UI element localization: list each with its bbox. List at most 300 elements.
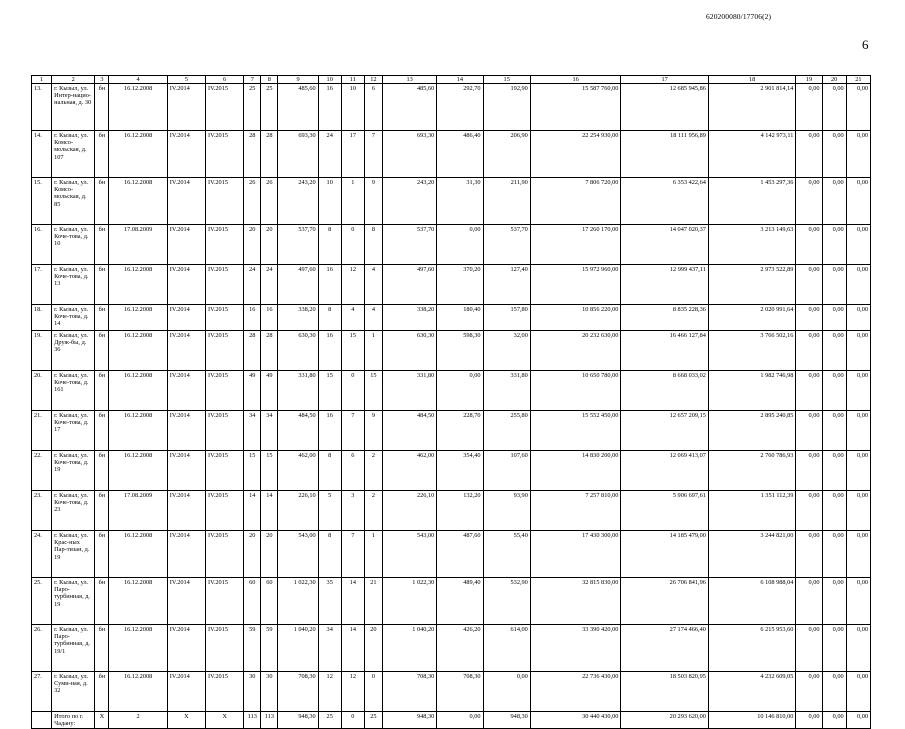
table-cell: 34 — [261, 411, 278, 451]
table-cell: 15 — [364, 371, 382, 411]
table-cell: 4 232 609,05 — [708, 672, 796, 712]
table-cell: 12 685 945,86 — [621, 84, 709, 131]
table-cell: 537,70 — [483, 225, 530, 265]
table-cell: 113 — [261, 712, 278, 729]
table-cell: IV.2014 — [167, 578, 205, 625]
table-cell: 16.12.2008 — [109, 531, 167, 578]
table-cell: 0,00 — [846, 491, 870, 531]
table-cell: 486,40 — [437, 131, 483, 178]
table-cell: IV.2014 — [167, 331, 205, 371]
table-cell: 49 — [244, 371, 261, 411]
table-cell: 16.12.2008 — [109, 672, 167, 712]
table-cell: 3 213 149,63 — [708, 225, 796, 265]
table-cell: бн — [95, 578, 109, 625]
table-cell: 22 736 430,00 — [530, 672, 621, 712]
address-cell: г. Кызыл, ул. Комсо-мольская, д. 107 — [52, 131, 95, 178]
table-cell: IV.2015 — [206, 491, 244, 531]
table-cell: 31,30 — [437, 178, 483, 225]
table-cell: 26 706 841,96 — [621, 578, 709, 625]
table-cell: 292,70 — [437, 84, 483, 131]
table-cell: 7 — [341, 531, 364, 578]
table-cell: 16 — [318, 265, 341, 305]
table-cell: 331,80 — [483, 371, 530, 411]
table-cell: 497,60 — [278, 265, 318, 305]
table-cell: X — [206, 712, 244, 729]
table-cell: 0 — [364, 672, 382, 712]
column-number: 20 — [822, 76, 846, 84]
table-cell: 4 — [341, 305, 364, 331]
table-cell: 484,50 — [382, 411, 436, 451]
table-cell: 1 022,30 — [278, 578, 318, 625]
table-cell: 484,50 — [278, 411, 318, 451]
table-cell: 1 982 746,98 — [708, 371, 796, 411]
table-cell: 8 — [318, 451, 341, 491]
table-cell: 1 453 297,36 — [708, 178, 796, 225]
address-cell: г. Кызыл, ул. Суми-ная, д. 32 — [52, 672, 95, 712]
table-cell: 0,00 — [796, 578, 822, 625]
table-cell: 15 552 450,00 — [530, 411, 621, 451]
table-cell: IV.2014 — [167, 625, 205, 672]
table-cell: 4 — [364, 305, 382, 331]
column-number: 3 — [95, 76, 109, 84]
table-cell: 16 — [318, 411, 341, 451]
table-cell: 20. — [32, 371, 52, 411]
table-cell: 26 — [261, 178, 278, 225]
table-cell: 693,30 — [382, 131, 436, 178]
table-cell: 59 — [261, 625, 278, 672]
table-cell: 7 806 720,00 — [530, 178, 621, 225]
table-cell: 23. — [32, 491, 52, 531]
column-number: 18 — [708, 76, 796, 84]
table-cell: 16.12.2008 — [109, 331, 167, 371]
table-cell: 5 — [318, 491, 341, 531]
table-cell: IV.2014 — [167, 451, 205, 491]
table-row — [32, 305, 871, 331]
table-cell: 127,40 — [483, 265, 530, 305]
table-cell: IV.2014 — [167, 84, 205, 131]
table-cell: 0,00 — [822, 411, 846, 451]
table-cell: IV.2015 — [206, 131, 244, 178]
table-cell: бн — [95, 131, 109, 178]
table-cell: 10 — [318, 178, 341, 225]
table-cell: 2 — [109, 712, 167, 729]
table-cell: 948,30 — [278, 712, 318, 729]
table-cell: 12 657 209,15 — [621, 411, 709, 451]
table-cell: 0,00 — [822, 178, 846, 225]
table-row — [32, 371, 871, 411]
table-cell: 0,00 — [796, 491, 822, 531]
table-cell: 354,40 — [437, 451, 483, 491]
table-cell: 18 111 956,89 — [621, 131, 709, 178]
table-cell: IV.2015 — [206, 331, 244, 371]
table-cell: 0,00 — [822, 578, 846, 625]
table-cell: 462,00 — [382, 451, 436, 491]
table-cell: 3 766 502,16 — [708, 331, 796, 371]
table-cell: 20 232 630,00 — [530, 331, 621, 371]
table-cell: 331,80 — [278, 371, 318, 411]
table-cell: 948,30 — [483, 712, 530, 729]
table-cell: 20 — [364, 625, 382, 672]
table-cell: бн — [95, 225, 109, 265]
table-cell: 489,40 — [437, 578, 483, 625]
table-cell: 630,30 — [278, 331, 318, 371]
table-cell: IV.2014 — [167, 178, 205, 225]
table-cell: 532,90 — [483, 578, 530, 625]
address-cell: г. Кызыл, ул. Коче-това, д. 10 — [52, 225, 95, 265]
table-cell: 10 856 220,00 — [530, 305, 621, 331]
table-cell: 20 — [261, 225, 278, 265]
table-cell: 537,70 — [278, 225, 318, 265]
column-number: 6 — [206, 76, 244, 84]
table-cell: 24 — [261, 265, 278, 305]
table-cell: 9 — [364, 411, 382, 451]
table-cell: 497,60 — [382, 265, 436, 305]
table-cell: 338,20 — [278, 305, 318, 331]
table-cell: 462,00 — [278, 451, 318, 491]
table-cell: 6 — [364, 84, 382, 131]
table-cell: 708,30 — [278, 672, 318, 712]
table-cell: 22. — [32, 451, 52, 491]
table-cell: 0,00 — [822, 451, 846, 491]
table-cell: 10 — [341, 84, 364, 131]
table-cell: 487,60 — [437, 531, 483, 578]
table-cell: 28 — [244, 131, 261, 178]
table-cell: бн — [95, 331, 109, 371]
table-cell: 0,00 — [822, 225, 846, 265]
table-cell: 370,20 — [437, 265, 483, 305]
table-cell: 14. — [32, 131, 52, 178]
table-cell: 0,00 — [822, 625, 846, 672]
table-cell: 2 — [364, 491, 382, 531]
table-cell: 21. — [32, 411, 52, 451]
table-cell: IV.2015 — [206, 225, 244, 265]
table-cell: 0,00 — [846, 131, 870, 178]
document-reference-number: 620200080/17706(2) — [706, 12, 772, 21]
table-row — [32, 625, 871, 672]
table-cell: 18 503 820,95 — [621, 672, 709, 712]
table-cell: 49 — [261, 371, 278, 411]
table-cell: 25 — [261, 84, 278, 131]
table-cell: 25. — [32, 578, 52, 625]
address-cell: г. Кызыл, ул. Коче-това, д. 13 — [52, 265, 95, 305]
table-cell: 0,00 — [846, 178, 870, 225]
table-cell: 132,20 — [437, 491, 483, 531]
table-cell: 6 353 422,64 — [621, 178, 709, 225]
table-cell: IV.2015 — [206, 531, 244, 578]
table-row — [32, 331, 871, 371]
table-cell: IV.2015 — [206, 305, 244, 331]
column-number: 21 — [846, 76, 870, 84]
table-cell: 0 — [341, 371, 364, 411]
table-cell: 16.12.2008 — [109, 578, 167, 625]
table-cell: 1 022,30 — [382, 578, 436, 625]
table-cell: 16 — [318, 84, 341, 131]
table-cell: 1 — [341, 178, 364, 225]
table-cell: 14 — [341, 625, 364, 672]
address-cell: г. Кызыл, ул. Интер-нацио-нальная, д. 30 — [52, 84, 95, 131]
table-cell: 948,30 — [382, 712, 436, 729]
address-cell: г. Кызыл, ул. Паро-турбинная, д. 19/1 — [52, 625, 95, 672]
table-cell: 16.12.2008 — [109, 451, 167, 491]
table-cell: 15 — [341, 331, 364, 371]
table-cell: 543,00 — [382, 531, 436, 578]
total-row — [32, 712, 871, 729]
table-cell: 0,00 — [437, 225, 483, 265]
column-number: 14 — [437, 76, 483, 84]
table-cell: 25 — [318, 712, 341, 729]
table-cell: 243,20 — [382, 178, 436, 225]
table-cell: 25 — [244, 84, 261, 131]
table-row — [32, 491, 871, 531]
table-cell: 7 257 810,00 — [530, 491, 621, 531]
column-number: 11 — [341, 76, 364, 84]
address-cell: г. Кызыл, ул. Коче-това, д. 161 — [52, 371, 95, 411]
table-cell: 32,00 — [483, 331, 530, 371]
address-cell: г. Кызыл, ул. Коче-това, д. 17 — [52, 411, 95, 451]
table-cell: 16.12.2008 — [109, 371, 167, 411]
table-cell: 14 830 200,00 — [530, 451, 621, 491]
table-cell: 16 — [244, 305, 261, 331]
table-cell: 0,00 — [437, 371, 483, 411]
table-cell: 7 — [341, 411, 364, 451]
table-cell: 2 895 240,85 — [708, 411, 796, 451]
table-cell: 0,00 — [822, 712, 846, 729]
table-cell: 13. — [32, 84, 52, 131]
table-cell: 20 293 620,00 — [621, 712, 709, 729]
table-cell: 24 — [244, 265, 261, 305]
table-cell: бн — [95, 265, 109, 305]
table-cell: 0,00 — [846, 712, 870, 729]
table-row — [32, 225, 871, 265]
table-cell — [32, 712, 52, 729]
table-row — [32, 672, 871, 712]
table-cell: 34 — [244, 411, 261, 451]
column-number: 10 — [318, 76, 341, 84]
table-cell: IV.2014 — [167, 131, 205, 178]
table-cell: 14 185 479,00 — [621, 531, 709, 578]
table-cell: 8 — [318, 531, 341, 578]
table-cell: 20 — [261, 531, 278, 578]
table-cell: 2 020 991,64 — [708, 305, 796, 331]
table-cell: 16.12.2008 — [109, 84, 167, 131]
table-cell: 228,70 — [437, 411, 483, 451]
table-cell: 28 — [244, 331, 261, 371]
table-cell: 12 069 413,07 — [621, 451, 709, 491]
table-cell: 14 — [261, 491, 278, 531]
table-cell: бн — [95, 84, 109, 131]
table-row — [32, 531, 871, 578]
table-cell: 0,00 — [822, 265, 846, 305]
column-number: 9 — [278, 76, 318, 84]
table-cell: 1 — [364, 531, 382, 578]
table-cell: 8 — [318, 305, 341, 331]
table-cell: IV.2015 — [206, 178, 244, 225]
column-number: 13 — [382, 76, 436, 84]
address-cell: г. Кызыл, ул. Коче-това, д. 23 — [52, 491, 95, 531]
table-cell: 0 — [341, 712, 364, 729]
table-cell: 8 835 228,36 — [621, 305, 709, 331]
table-cell: 16.12.2008 — [109, 411, 167, 451]
column-number: 15 — [483, 76, 530, 84]
table-cell: 12 — [341, 265, 364, 305]
address-cell: г. Кызыл, ул. Комсо-мольская, д. 85 — [52, 178, 95, 225]
table-cell: 8 — [364, 225, 382, 265]
table-cell: 0,00 — [796, 178, 822, 225]
table-cell: IV.2014 — [167, 411, 205, 451]
table-cell: 180,40 — [437, 305, 483, 331]
column-number: 8 — [261, 76, 278, 84]
table-row — [32, 265, 871, 305]
table-cell: 0,00 — [796, 305, 822, 331]
housing-program-table — [31, 75, 871, 729]
table-cell: 30 — [244, 672, 261, 712]
table-cell: 0,00 — [846, 305, 870, 331]
table-cell: 0,00 — [846, 625, 870, 672]
table-cell: 24. — [32, 531, 52, 578]
table-cell: 0 — [341, 225, 364, 265]
table-cell: 33 390 420,00 — [530, 625, 621, 672]
table-cell: 8 668 033,02 — [621, 371, 709, 411]
table-cell: 0,00 — [796, 84, 822, 131]
table-row — [32, 131, 871, 178]
column-number: 12 — [364, 76, 382, 84]
table-cell: 113 — [244, 712, 261, 729]
table-cell: 16 — [318, 331, 341, 371]
table-cell: 2 901 814,14 — [708, 84, 796, 131]
table-cell: 0,00 — [846, 531, 870, 578]
table-row — [32, 84, 871, 131]
table-cell: 19. — [32, 331, 52, 371]
table-cell: бн — [95, 672, 109, 712]
table-row — [32, 411, 871, 451]
table-cell: 15 — [244, 451, 261, 491]
table-cell: 15. — [32, 178, 52, 225]
table-cell: 1 — [364, 331, 382, 371]
table-cell: 0,00 — [846, 578, 870, 625]
column-number: 7 — [244, 76, 261, 84]
table-cell: 16.12.2008 — [109, 178, 167, 225]
table-cell: 20 — [244, 531, 261, 578]
table-cell: 32 815 830,00 — [530, 578, 621, 625]
table-cell: 14 — [244, 491, 261, 531]
table-cell: бн — [95, 531, 109, 578]
table-cell: 0,00 — [822, 371, 846, 411]
table-cell: 3 244 821,00 — [708, 531, 796, 578]
table-cell: 0,00 — [796, 371, 822, 411]
table-cell: 17 260 170,00 — [530, 225, 621, 265]
table-cell: 0,00 — [846, 225, 870, 265]
table-cell: 5 906 697,61 — [621, 491, 709, 531]
table-cell: 26. — [32, 625, 52, 672]
table-cell: 338,20 — [382, 305, 436, 331]
table-cell: 27 174 466,40 — [621, 625, 709, 672]
table-row — [32, 578, 871, 625]
table-cell: X — [167, 712, 205, 729]
table-cell: 4 142 973,11 — [708, 131, 796, 178]
table-cell: 6 — [341, 451, 364, 491]
table-cell: 3 — [341, 491, 364, 531]
table-cell: 0,00 — [846, 265, 870, 305]
table-cell: 2 973 522,89 — [708, 265, 796, 305]
table-cell: 17. — [32, 265, 52, 305]
table-cell: бн — [95, 178, 109, 225]
table-cell: 1 040,20 — [278, 625, 318, 672]
table-cell: 206,90 — [483, 131, 530, 178]
table-cell: IV.2014 — [167, 305, 205, 331]
table-cell: 4 — [364, 265, 382, 305]
table-cell: 485,60 — [382, 84, 436, 131]
address-cell: г. Кызыл, ул. Паро-турбинная, д. 19 — [52, 578, 95, 625]
table-cell: 16.12.2008 — [109, 131, 167, 178]
table-cell: 28 — [261, 331, 278, 371]
table-cell: 21 — [364, 578, 382, 625]
table-cell: 27. — [32, 672, 52, 712]
address-cell: г. Кызыл, ул. Крас-ных Пар-тизан, д. 19 — [52, 531, 95, 578]
table-cell: 0,00 — [846, 371, 870, 411]
table-cell: 22 254 930,00 — [530, 131, 621, 178]
table-cell: бн — [95, 491, 109, 531]
table-cell: 15 972 960,00 — [530, 265, 621, 305]
column-number: 1 — [32, 76, 52, 84]
table-cell: 1 040,20 — [382, 625, 436, 672]
table-cell: 0,00 — [796, 531, 822, 578]
table-cell: 0,00 — [846, 331, 870, 371]
column-number: 5 — [167, 76, 205, 84]
table-cell: 0,00 — [796, 411, 822, 451]
table-cell: 0,00 — [796, 712, 822, 729]
table-cell: IV.2015 — [206, 451, 244, 491]
table-cell: 25 — [364, 712, 382, 729]
table-cell: 0,00 — [846, 672, 870, 712]
table-cell: IV.2014 — [167, 531, 205, 578]
table-cell: 2 760 786,93 — [708, 451, 796, 491]
table-cell: IV.2015 — [206, 625, 244, 672]
table-cell: 708,30 — [382, 672, 436, 712]
column-number: 4 — [109, 76, 167, 84]
table-cell: 34 — [318, 625, 341, 672]
table-cell: 30 — [261, 672, 278, 712]
table-cell: 211,90 — [483, 178, 530, 225]
table-cell: бн — [95, 371, 109, 411]
table-cell: 0,00 — [796, 131, 822, 178]
table-cell: 485,60 — [278, 84, 318, 131]
table-cell: бн — [95, 451, 109, 491]
table-cell: 10 650 780,00 — [530, 371, 621, 411]
table-cell: 0,00 — [822, 131, 846, 178]
page-number: 6 — [862, 37, 869, 52]
table-cell: IV.2014 — [167, 265, 205, 305]
column-number-row — [32, 76, 871, 84]
table-cell: 14 — [341, 578, 364, 625]
table-cell: IV.2015 — [206, 84, 244, 131]
table-cell: 14 047 020,37 — [621, 225, 709, 265]
table-cell: 15 — [318, 371, 341, 411]
table-cell: 16 — [261, 305, 278, 331]
table-cell: 331,80 — [382, 371, 436, 411]
table-cell: 537,70 — [382, 225, 436, 265]
table-cell: 16.12.2008 — [109, 305, 167, 331]
table-cell: 26 — [244, 178, 261, 225]
table-cell: IV.2015 — [206, 411, 244, 451]
table-cell: 28 — [261, 131, 278, 178]
table-cell: 15 — [261, 451, 278, 491]
table-cell: 16 466 127,84 — [621, 331, 709, 371]
table-cell: 16.12.2008 — [109, 265, 167, 305]
table-cell: 7 — [364, 131, 382, 178]
table-cell: 426,20 — [437, 625, 483, 672]
table-cell: 243,20 — [278, 178, 318, 225]
table-cell: 0,00 — [822, 531, 846, 578]
